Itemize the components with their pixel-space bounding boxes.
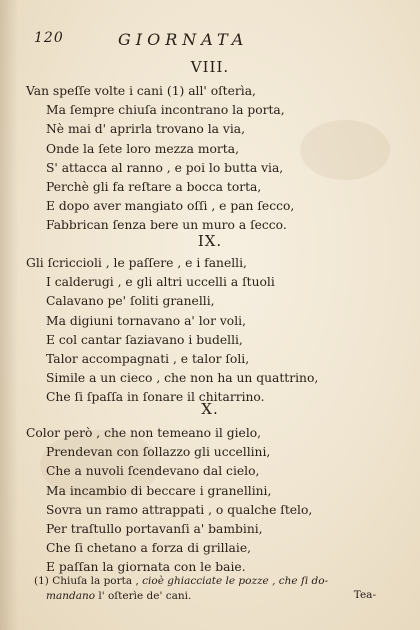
verse-line: Che ſi chetano a forza di grillaie,: [46, 541, 252, 556]
verse-line: E col cantar ſaziavano i budelli,: [46, 332, 243, 347]
footnote-text: l' oſterìe de' cani.: [98, 590, 192, 602]
verse-line: Gli ſcriccioli , le paſſere , e i fanelli,: [26, 256, 247, 270]
verse-line: Van speſſe volte i cani (1) all' oſterìa,: [26, 84, 256, 98]
verse-line: S' attacca al ranno , e poi lo butta via,: [46, 160, 284, 175]
verse-line: Nè mai d' aprirla trovano la via,: [46, 122, 246, 137]
stanza-heading-viii: VIII.: [190, 58, 230, 76]
verse-line: Fabbrican ſenza bere un muro a ſecco.: [46, 218, 287, 233]
verse-line: I calderugi , e gli altri uccelli a ſtuoli: [46, 275, 275, 290]
verse-line: Ma incambio di beccare i granellini,: [46, 483, 272, 498]
verse-line: Per traſtullo portavanſi a' bambini,: [46, 522, 263, 537]
verse-line: Ma digiuni tornavano a' lor voli,: [46, 313, 246, 328]
verse-line: Che a nuvoli ſcendevano dal cielo,: [46, 464, 260, 479]
verse-line: E dopo aver mangiato oſſi , e pan ſecco,: [46, 199, 295, 214]
verse-line: E paſſan la giornata con le baie.: [46, 560, 246, 575]
footnote-line: [34, 574, 384, 589]
verse-line: Che ſi ſpaſſa in ſonare il chitarrino.: [46, 390, 265, 405]
footnote-text: Chiuſa la porta ,: [52, 575, 139, 587]
footnote-line: [34, 589, 384, 604]
verse-line: Simile a un cieco , che non ha un quattrino,: [46, 371, 319, 386]
footnote-marker: (1): [34, 575, 49, 587]
page-number: 120: [34, 30, 64, 46]
footnote: [34, 574, 384, 604]
running-head: [34, 30, 294, 50]
stanza-viii: [0, 82, 420, 236]
footnote-text-italic: cioè ghiacciate le pozze ,: [142, 575, 276, 587]
verse-line: Prendevan con ſollazzo gli uccellini,: [46, 445, 271, 460]
verse-line: Onde la ſete loro mezza morta,: [46, 141, 239, 156]
running-title: GIORNATA: [118, 30, 249, 49]
verse-line: Color però , che non temeano il gielo,: [26, 426, 262, 440]
verse-line: Sovra un ramo attrappati , o qualche ſtelo,: [46, 502, 313, 517]
verse-line: Talor accompagnati , e talor ſoli,: [46, 352, 250, 367]
stanza-ix: [0, 254, 420, 408]
verse-line: Calavano pe' ſoliti granelli,: [46, 294, 215, 309]
stanza-x: [0, 424, 420, 578]
catchword: Tea-: [353, 589, 376, 601]
verse-line: Perchè gli fa reſtare a bocca torta,: [46, 180, 262, 195]
footnote-text-italic: mandano: [46, 590, 96, 602]
stanza-heading-x: X.: [201, 400, 219, 418]
stanza-heading-ix: IX.: [197, 232, 223, 250]
verse-line: Ma ſempre chiuſa incontrano la porta,: [46, 103, 285, 118]
footnote-text-italic: che ſi do-: [278, 575, 329, 587]
